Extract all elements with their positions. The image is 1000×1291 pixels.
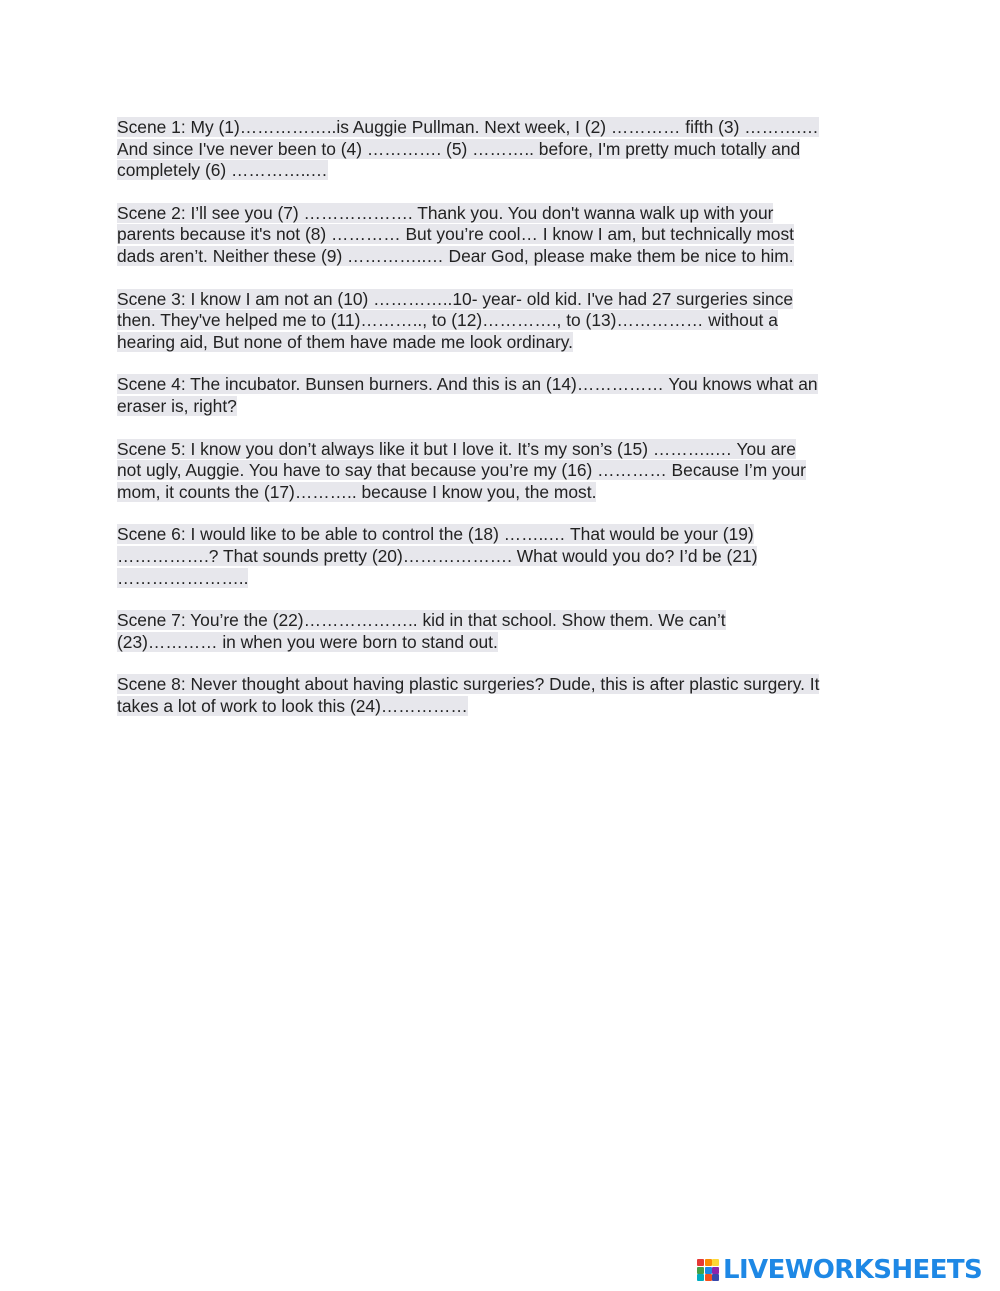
scene-text: …………….? That sounds pretty (20)………………. What would you do? I’d be (21) xyxy=(117,545,758,566)
logo-mark-icon xyxy=(697,1259,719,1281)
logo-square xyxy=(705,1267,712,1274)
scene-line xyxy=(117,374,882,396)
scene-line xyxy=(117,632,882,654)
scene-line xyxy=(117,439,882,461)
scene-paragraph-4 xyxy=(117,374,882,417)
logo-square xyxy=(712,1274,719,1281)
scene-text: ………………….. xyxy=(117,567,249,588)
scene-line xyxy=(117,139,882,161)
scene-line xyxy=(117,482,882,504)
logo-square xyxy=(712,1259,719,1266)
scene-line xyxy=(117,332,882,354)
scene-text: Scene 7: You’re the (22)……………….. kid in that school. Show them. We can’t xyxy=(117,610,726,631)
scene-paragraph-2 xyxy=(117,203,882,268)
scene-line xyxy=(117,310,882,332)
scene-list xyxy=(117,117,882,738)
brand-name: LIVEWORKSHEETS xyxy=(723,1255,983,1285)
scene-text: Scene 4: The incubator. Bunsen burners. And this is an (14)…………… You knows what an xyxy=(117,374,818,395)
scene-line xyxy=(117,117,882,139)
scene-line xyxy=(117,524,882,546)
logo-square xyxy=(705,1274,712,1281)
scene-line xyxy=(117,289,882,311)
scene-text: eraser is, right? xyxy=(117,395,237,416)
scene-paragraph-5 xyxy=(117,439,882,504)
scene-paragraph-3 xyxy=(117,289,882,354)
scene-text: Scene 6: I would like to be able to control the (18) ……..… That would be your (19) xyxy=(117,524,754,545)
scene-line xyxy=(117,224,882,246)
scene-line xyxy=(117,396,882,418)
scene-text: Scene 1: My (1)……………..is Auggie Pullman. Next week, I (2) ………… fifth (3) ……….… xyxy=(117,117,819,137)
scene-text: And since I've never been to (4) …………. (5) ……….. before, I'm pretty much totally and xyxy=(117,138,801,159)
scene-paragraph-7 xyxy=(117,610,882,653)
scene-text: takes a lot of work to look this (24)…………… xyxy=(117,695,468,716)
scene-text: Scene 5: I know you don’t always like it but I love it. It’s my son’s (15) ………..… You are xyxy=(117,438,796,459)
scene-text: completely (6) …………..… xyxy=(117,160,328,181)
scene-text: parents because it's not (8) ………… But you’re cool… I know I am, but technically most xyxy=(117,224,795,245)
logo-square xyxy=(697,1267,704,1274)
scene-paragraph-8 xyxy=(117,674,882,717)
scene-line xyxy=(117,674,882,696)
scene-line xyxy=(117,246,882,268)
scene-text: (23)………… in when you were born to stand out. xyxy=(117,631,498,652)
scene-line xyxy=(117,696,882,718)
scene-text: dads aren’t. Neither these (9) …………..… Dear God, please make them be nice to him. xyxy=(117,245,794,266)
scene-text: hearing aid, But none of them have made me look ordinary. xyxy=(117,331,573,352)
scene-text: then. They've helped me to (11)……….., to (12)…………., to (13)…………… without a xyxy=(117,310,778,331)
scene-text: mom, it counts the (17)……….. because I know you, the most. xyxy=(117,481,597,502)
liveworksheets-logo xyxy=(697,1255,982,1285)
scene-line xyxy=(117,546,882,568)
logo-square xyxy=(697,1274,704,1281)
scene-text: not ugly, Auggie. You have to say that because you’re my (16) ………… Because I’m your xyxy=(117,460,806,481)
scene-line xyxy=(117,568,882,590)
scene-text: Scene 3: I know I am not an (10) …………..10- year- old kid. I've had 27 surgeries since xyxy=(117,288,794,309)
scene-line xyxy=(117,160,882,182)
scene-paragraph-1 xyxy=(117,117,882,182)
logo-square xyxy=(697,1259,704,1266)
scene-text: Scene 2: I’ll see you (7) ………………. Thank you. You don't wanna walk up with your xyxy=(117,202,774,223)
scene-text: Scene 8: Never thought about having plastic surgeries? Dude, this is after plastic surgery. It xyxy=(117,674,820,695)
scene-line xyxy=(117,610,882,632)
logo-square xyxy=(712,1267,719,1274)
scene-line xyxy=(117,203,882,225)
logo-square xyxy=(705,1259,712,1266)
scene-paragraph-6 xyxy=(117,524,882,589)
scene-line xyxy=(117,460,882,482)
